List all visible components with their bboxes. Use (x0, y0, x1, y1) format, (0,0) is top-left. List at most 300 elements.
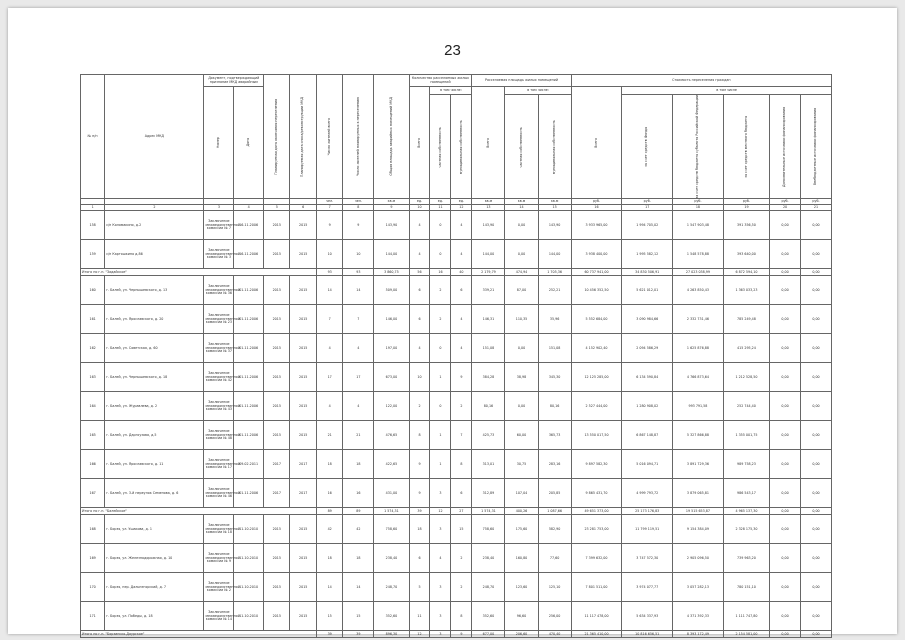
table-cell: 16.11.2006 (234, 240, 264, 269)
table-cell: 758,60 (472, 515, 505, 544)
table-row (81, 515, 832, 544)
table-cell: 09.02.2011 (234, 450, 264, 479)
table-cell: г. Борзя, ул. Железнодорожная, д. 10 (105, 544, 204, 573)
table-cell: 0,00 (770, 515, 801, 544)
table-cell: г. Борзя, пер. Дальнегорский, д. 7 (105, 573, 204, 602)
table-cell: г. Балей, ул. Чернышевского, д. 18 (105, 363, 204, 392)
table-cell: 16 (316, 479, 342, 508)
table-cell: 8 (451, 602, 472, 631)
table-cell: г. Борзя, ул. Ушакова, д. 1 (105, 515, 204, 544)
table-row (81, 363, 832, 392)
table-cell: чел. (316, 199, 342, 205)
table-cell: 15 (316, 602, 342, 631)
table-cell: 422,65 (374, 450, 409, 479)
subtotal-label: Итого по г.п. "Борзинско-Даурское" (81, 631, 317, 638)
table-cell: 160 (81, 276, 105, 305)
table-cell: 6 (409, 305, 430, 334)
table-cell: 1 574,31 (472, 508, 505, 515)
table-cell: Заключение межведомственной комиссии № 3 (204, 240, 234, 269)
table-cell: 0,00 (505, 392, 538, 421)
table-cell: 1 (430, 450, 451, 479)
table-cell: 4 965 137,30 (723, 508, 769, 515)
header-area-total: Всего (472, 87, 505, 199)
table-cell: 01.11.2006 (234, 421, 264, 450)
table-cell: 425,73 (472, 421, 505, 450)
table-cell: 2 (430, 305, 451, 334)
table-cell: 17 (343, 363, 374, 392)
table-cell: 7 399 632,00 (571, 544, 622, 573)
table-cell: 0 (430, 240, 451, 269)
table-cell: 60 737 941,00 (571, 269, 622, 276)
table-cell: 151,08 (472, 334, 505, 363)
table-cell: г. Борзя, ул. Победы, д. 18 (105, 602, 204, 631)
table-cell: 313,01 (472, 450, 505, 479)
table-cell: 2 179,79 (472, 269, 505, 276)
table-cell: 4 (451, 334, 472, 363)
table-cell: 158 (81, 211, 105, 240)
table-cell: 21 (800, 205, 831, 211)
table-cell: 0,00 (505, 334, 538, 363)
header-count-private: частная собственность (430, 95, 451, 199)
table-cell: 9 (316, 211, 342, 240)
table-cell: 49 651 373,00 (571, 508, 622, 515)
table-cell: руб. (770, 199, 801, 205)
table-cell: 93 (316, 269, 342, 276)
table-cell: 87,00 (505, 276, 538, 305)
table-cell: 365,73 (538, 421, 571, 450)
table-cell: 0,00 (770, 276, 801, 305)
table-cell: 14 (316, 276, 342, 305)
table-cell: 20 (770, 205, 801, 211)
table-cell: 146,31 (472, 305, 505, 334)
table-cell: 1 705,36 (538, 269, 571, 276)
table-cell: 12 125 285,00 (571, 363, 622, 392)
table-cell: 3 (430, 515, 451, 544)
table-cell: 14 (316, 573, 342, 602)
table-cell: 206,60 (505, 631, 538, 638)
table-cell: Заключение межведомственной комиссии № 7 (204, 211, 234, 240)
table-cell: 3 (430, 602, 451, 631)
table-cell: 39 (343, 631, 374, 638)
header-residents-resettle: Число жителей планируемых к переселению (343, 75, 374, 199)
table-cell: 0,00 (800, 363, 831, 392)
table-row (81, 479, 832, 508)
table-cell: 3 (430, 631, 451, 638)
table-cell: Заключение межведомственной комиссии № 9 (204, 544, 234, 573)
table-cell: 0,00 (800, 334, 831, 363)
table-cell: 77,60 (538, 544, 571, 573)
table-cell: 18 (316, 450, 342, 479)
table-cell: 0,00 (800, 269, 831, 276)
table-cell: 256,00 (538, 602, 571, 631)
table-row (81, 305, 832, 334)
table-cell: руб. (723, 199, 769, 205)
table-cell: 758,60 (374, 515, 409, 544)
table-cell: 2 (409, 392, 430, 421)
table-cell: 11 (409, 602, 430, 631)
table-cell: 11 799 119,51 (622, 515, 673, 544)
table-cell: 2 328 175,30 (723, 515, 769, 544)
table-cell: 4 (316, 334, 342, 363)
table-cell: 0,00 (770, 269, 801, 276)
table-cell: 896,30 (374, 631, 409, 638)
table-cell: 0,00 (770, 573, 801, 602)
table-cell: 345,30 (538, 363, 571, 392)
table-cell: 312,89 (472, 479, 505, 508)
table-cell: ед. (430, 199, 451, 205)
table-cell: 35,96 (538, 305, 571, 334)
table-cell: 2 527 444,00 (571, 392, 622, 421)
table-cell: 2015 (264, 276, 290, 305)
table-cell: г. Балей, ул. Ярославского, д. 11 (105, 450, 204, 479)
table-cell: 400,26 (505, 508, 538, 515)
table-cell: 171 (81, 602, 105, 631)
table-cell: 1 280 908,02 (622, 392, 673, 421)
table-row (81, 602, 832, 631)
table-cell: 10 (409, 363, 430, 392)
table-cell: 2015 (290, 602, 316, 631)
table-cell: 14 (343, 573, 374, 602)
table-cell: 21 (343, 421, 374, 450)
table-cell: г. Балей, ул. Даргоузова, д.5 (105, 421, 204, 450)
table-cell: 162 (81, 334, 105, 363)
table-cell: ед. (451, 199, 472, 205)
table-cell: 13 (472, 205, 505, 211)
table-cell: 14 (505, 205, 538, 211)
table-cell: 60,00 (505, 421, 538, 450)
table-cell: 5 552 684,00 (571, 305, 622, 334)
table-cell: 1 548 578,88 (673, 240, 724, 269)
table-cell: Заключение межведомственной комиссии № 17 (204, 450, 234, 479)
page-number: 23 (444, 42, 461, 59)
table-cell: 2017 (290, 479, 316, 508)
table-cell: 2 154 581,00 (723, 631, 769, 638)
table-cell: 352,60 (472, 602, 505, 631)
header-cost-local: за счет средств местного бюджета (723, 95, 769, 199)
table-cell: 38,98 (505, 363, 538, 392)
table-row (81, 211, 832, 240)
table-cell: 2015 (290, 573, 316, 602)
table-cell: 107,04 (505, 479, 538, 508)
subtotal-label: Итого по г.п. "Задайское" (81, 269, 317, 276)
table-cell: 989 758,23 (723, 450, 769, 479)
table-cell: 8 393 172,49 (673, 631, 724, 638)
table-cell: 39 (316, 631, 342, 638)
table-cell: 205,85 (538, 479, 571, 508)
table-cell: 2015 (264, 515, 290, 544)
table-cell: 143,90 (472, 211, 505, 240)
table-cell: 167 (81, 479, 105, 508)
table-cell: 16 (571, 205, 622, 211)
table-cell: 5 327 866,88 (673, 421, 724, 450)
table-cell: 89 (343, 508, 374, 515)
table-cell: 8 (451, 450, 472, 479)
table-cell: 238,40 (374, 544, 409, 573)
table-cell: 144,00 (472, 240, 505, 269)
table-cell: 0,00 (800, 508, 831, 515)
table-cell: 2017 (264, 479, 290, 508)
table-cell: 3 879 065,81 (673, 479, 724, 508)
table-cell: 0,00 (800, 515, 831, 544)
header-planned-demolition: Планируемая дата сноса/реконструкции МКД (290, 75, 316, 199)
table-cell: 16 (430, 269, 451, 276)
table-cell: 168 (81, 515, 105, 544)
table-cell: 2015 (264, 334, 290, 363)
table-cell: 3 090 984,66 (622, 305, 673, 334)
table-cell: 10 456 352,50 (571, 276, 622, 305)
table-cell: 17 (316, 363, 342, 392)
table-cell: 2 (451, 573, 472, 602)
table-cell: 23 281 753,00 (571, 515, 622, 544)
table-cell: 197,00 (374, 334, 409, 363)
table-cell: 1 (430, 421, 451, 450)
table-cell: 582,90 (538, 515, 571, 544)
table-cell: 160,80 (505, 544, 538, 573)
table-cell: 384,28 (472, 363, 505, 392)
table-cell: 0,00 (770, 602, 801, 631)
table-cell: 0,00 (800, 211, 831, 240)
header-doc-group: Документ, подтверждающий признание МКД аварийным (204, 75, 264, 87)
table-cell: 3 938 400,00 (571, 240, 622, 269)
header-cost-extra: Дополнительные источники финансирования (770, 95, 801, 199)
table-cell: 5 621 012,01 (622, 276, 673, 305)
table-cell: 2015 (290, 363, 316, 392)
table-cell: 1 355 001,75 (723, 421, 769, 450)
table-cell: 27 (451, 508, 472, 515)
table-cell: Заключение межведомственной комиссии № 48 (204, 421, 234, 450)
table-cell: 122,00 (374, 392, 409, 421)
table-cell: 3 (204, 205, 234, 211)
table-cell: 10 816 656,51 (622, 631, 673, 638)
table-cell: г. Балей, ул. Советская, д. 60 (105, 334, 204, 363)
table-cell: 175,60 (505, 515, 538, 544)
table-cell: 161 (81, 305, 105, 334)
table-cell: 0 (430, 211, 451, 240)
table-cell: 16 (343, 479, 374, 508)
table-cell: 6 (290, 205, 316, 211)
table-cell: 80,16 (538, 392, 571, 421)
table-cell: 11.10.2010 (234, 602, 264, 631)
table-cell: 8 (343, 205, 374, 211)
table-cell: 12 (409, 631, 430, 638)
table-cell: 2015 (264, 305, 290, 334)
table-cell: 1 212 528,50 (723, 363, 769, 392)
table-cell: г. Балей, ул. Журавлева, д. 2 (105, 392, 204, 421)
table-cell: 42 (343, 515, 374, 544)
table-cell: 0,00 (505, 240, 538, 269)
table-cell: руб. (800, 199, 831, 205)
table-cell: 2015 (290, 515, 316, 544)
table-cell: 7 (451, 421, 472, 450)
table-cell: 4 766 873,64 (673, 363, 724, 392)
table-cell: 3 974 077,77 (622, 573, 673, 602)
table-cell: 509,00 (374, 276, 409, 305)
table-cell: 11.10.2010 (234, 515, 264, 544)
table-cell: 0,00 (770, 240, 801, 269)
table-body (81, 199, 832, 638)
table-cell: 2015 (290, 305, 316, 334)
table-cell: 1 363 033,23 (723, 276, 769, 305)
table-cell: 143,90 (374, 211, 409, 240)
table-row (81, 392, 832, 421)
table-cell: 1 625 876,88 (673, 334, 724, 363)
table-cell: 4 371 392,33 (673, 602, 724, 631)
table-cell: 4 (234, 205, 264, 211)
table-cell: 431,00 (374, 479, 409, 508)
table-row (81, 421, 832, 450)
table-cell: 238,40 (472, 544, 505, 573)
table-cell: 3 891 729,36 (673, 450, 724, 479)
table-cell: 159 (81, 240, 105, 269)
table-cell: 39 (409, 508, 430, 515)
table-cell: 0,00 (770, 363, 801, 392)
table-cell: 2015 (264, 544, 290, 573)
table-cell: 7 (316, 205, 342, 211)
table-cell: 8 (409, 421, 430, 450)
table-cell: 1 995 582,12 (622, 240, 673, 269)
table-cell: 6 867 148,87 (622, 421, 673, 450)
table-cell: 2015 (290, 211, 316, 240)
table-cell: 4 (409, 240, 430, 269)
table-cell: 3 057 282,13 (673, 573, 724, 602)
table-cell: чел. (343, 199, 374, 205)
table-cell: 0,00 (800, 305, 831, 334)
table-cell: 339,21 (472, 276, 505, 305)
table-cell: 4 (316, 392, 342, 421)
table-cell: 2017 (290, 450, 316, 479)
header-cost-group: Стоимость переселения граждан (571, 75, 831, 87)
table-cell: руб. (622, 199, 673, 205)
table-cell: 165 (81, 421, 105, 450)
table-cell: 0,00 (770, 334, 801, 363)
table-cell: 252,21 (538, 276, 571, 305)
header-area-incl: в том числе: (505, 87, 571, 95)
table-cell: кв.м (374, 199, 409, 205)
header-count-total: Всего (409, 87, 430, 199)
table-row (81, 450, 832, 479)
table-cell: 42 (316, 515, 342, 544)
table-cell: 13 550 017,50 (571, 421, 622, 450)
table-cell: 0,00 (770, 508, 801, 515)
header-cost-fund: за счет средств Фонда (622, 95, 673, 199)
table-cell: 0,00 (800, 392, 831, 421)
header-residents: Число жителей всего (316, 75, 342, 199)
table-cell: 2015 (290, 421, 316, 450)
table-cell: 01.11.2006 (234, 334, 264, 363)
table-cell: 25 173 176,83 (622, 508, 673, 515)
table-cell: Заключение межведомственной комиссии № 18 (204, 515, 234, 544)
table-cell: 18 (673, 205, 724, 211)
table-cell: 10 (316, 240, 342, 269)
table-cell: кв.м (538, 199, 571, 205)
table-cell: с/п Коломакино, д.2 (105, 211, 204, 240)
table-cell: 6 872 594,10 (723, 269, 769, 276)
table-cell: 2015 (290, 276, 316, 305)
table-cell: 4 (451, 211, 472, 240)
table-cell: 18 (409, 515, 430, 544)
table-cell: 11 (430, 205, 451, 211)
table-cell: 0,00 (800, 544, 831, 573)
table-cell: 12 (430, 508, 451, 515)
table-cell: 780 151,10 (723, 573, 769, 602)
table-cell: 2 (451, 392, 472, 421)
table-cell: 151,08 (538, 334, 571, 363)
table-cell: 2015 (290, 544, 316, 573)
table-cell: 9 (451, 631, 472, 638)
table-cell: 143,90 (538, 211, 571, 240)
table-cell: 7 801 511,00 (571, 573, 622, 602)
subtotal-row (81, 508, 832, 515)
table-cell: 9 897 582,30 (571, 450, 622, 479)
table-cell: 123,60 (505, 573, 538, 602)
table-cell: 166 (81, 450, 105, 479)
table-cell: 2 (451, 544, 472, 573)
table-cell: г. Балей, ул. 3-й переулок Семенова, д. 6 (105, 479, 204, 508)
table-cell: 248,70 (374, 573, 409, 602)
table-cell: 169 (81, 544, 105, 573)
table-cell: 7 (316, 305, 342, 334)
table-cell: 6 (451, 479, 472, 508)
header-no: № п/п (81, 75, 105, 199)
table-cell: 6 (409, 276, 430, 305)
table-row (81, 276, 832, 305)
table-cell: 0,00 (770, 450, 801, 479)
subtotal-row (81, 269, 832, 276)
table-cell: 7 (343, 305, 374, 334)
table-cell: руб. (673, 199, 724, 205)
header-area-group: Расселяемая площадь жилых помещений (472, 75, 571, 87)
table-cell: 110,35 (505, 305, 538, 334)
table-cell: 18 (316, 544, 342, 573)
table-row (81, 334, 832, 363)
table-cell: кв.м (472, 199, 505, 205)
table-cell: 3 (430, 479, 451, 508)
table-cell: 4 (451, 305, 472, 334)
table-cell: 11.10.2010 (234, 573, 264, 602)
table-cell: 01.11.2006 (234, 479, 264, 508)
header-doc-number: Номер (204, 87, 234, 199)
table-cell: 89 (316, 508, 342, 515)
table-cell: 9 (343, 211, 374, 240)
header-area-municipal: муниципальная собственность (538, 95, 571, 199)
table-cell: 476,65 (374, 421, 409, 450)
table-cell: 0,00 (800, 450, 831, 479)
table-cell: 4 (451, 240, 472, 269)
table-cell: Заключение межведомственной комиссии № 46 (204, 479, 234, 508)
table-cell: 1 087,66 (538, 508, 571, 515)
table-cell: 0,00 (770, 479, 801, 508)
table-cell: 16.11.2006 (234, 211, 264, 240)
table-cell: 9 865 431,70 (571, 479, 622, 508)
table-cell: 415 295,24 (723, 334, 769, 363)
table-cell: 5 (264, 205, 290, 211)
table-cell: 15 (451, 515, 472, 544)
header-cost-extra2: Внебюджетные источники финансирования (800, 95, 831, 199)
table-cell: 80,16 (472, 392, 505, 421)
header-cost-federal: за счет средств бюджета субъекта Российской Федерации (673, 95, 724, 199)
table-cell: 9 154 384,09 (673, 515, 724, 544)
table-cell: 1 (81, 205, 105, 211)
table-cell: 30,75 (505, 450, 538, 479)
table-cell: 5 016 094,71 (622, 450, 673, 479)
table-cell: 0,00 (770, 631, 801, 638)
header-address: Адрес МКД (105, 75, 204, 199)
table-cell: 3 (430, 573, 451, 602)
table-cell: 4 999 793,72 (622, 479, 673, 508)
table-cell: ед. (409, 199, 430, 205)
table-cell: 0,00 (800, 479, 831, 508)
table-cell: 0 (430, 334, 451, 363)
